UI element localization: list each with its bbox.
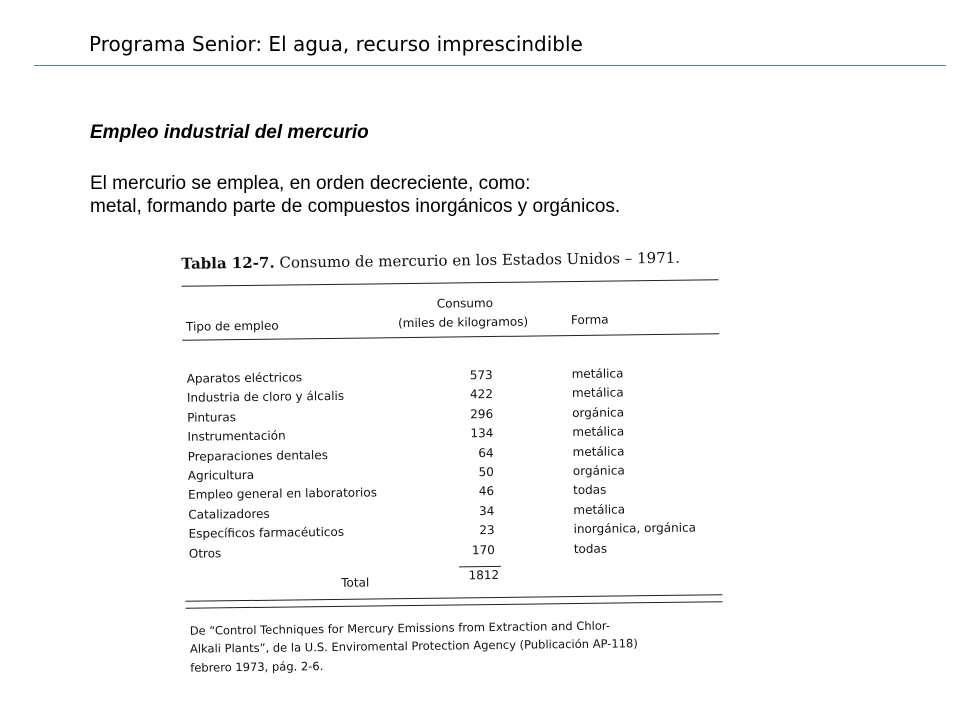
intro-line-2: metal, formando parte de compuestos inorgánicos y orgánicos. xyxy=(90,196,621,217)
row-value: 46 xyxy=(478,484,495,499)
row-form: todas xyxy=(573,541,608,556)
row-form: metálica xyxy=(571,385,624,401)
row-form: metálica xyxy=(571,366,624,382)
source-line-2: Alkali Plants”, de la U.S. Enviromental Protection Agency (Publicación AP-118) xyxy=(189,636,638,656)
table-bottom-rule-2 xyxy=(185,601,722,609)
table-caption-number: Tabla 12-7. xyxy=(181,253,275,273)
row-form: todas xyxy=(573,482,607,498)
table-bottom-rule xyxy=(185,594,722,602)
table-caption xyxy=(181,249,680,273)
column-header-form: Forma xyxy=(570,312,609,328)
row-value: 422 xyxy=(469,387,493,402)
total-value: 1812 xyxy=(468,567,500,583)
section-title: Empleo industrial del mercurio xyxy=(90,122,369,143)
table-caption-text: Consumo de mercurio en los Estados Unidos – 1971. xyxy=(279,248,681,272)
row-value: 34 xyxy=(478,503,495,518)
row-value: 23 xyxy=(479,523,495,538)
total-label: Total xyxy=(341,575,370,590)
column-header-consumption: Consumo xyxy=(436,295,494,311)
row-type: Agricultura xyxy=(187,467,255,483)
table-header-rule xyxy=(182,333,719,341)
column-header-type: Tipo de empleo xyxy=(185,318,279,334)
row-type: Empleo general en laboratorios xyxy=(188,485,378,503)
row-form: orgánica xyxy=(572,463,625,478)
header-divider xyxy=(34,65,946,66)
row-type: Preparaciones dentales xyxy=(187,447,329,464)
row-type: Instrumentación xyxy=(187,428,286,444)
source-line-1: De “Control Techniques for Mercury Emissions from Extraction and Chlor- xyxy=(189,618,611,638)
page-header-title: Programa Senior: El agua, recurso imprescindible xyxy=(89,32,583,56)
row-value: 50 xyxy=(478,464,494,480)
row-form: metálica xyxy=(572,443,625,459)
row-type: Pinturas xyxy=(187,409,237,425)
row-form: metálica xyxy=(573,502,626,517)
table-body xyxy=(167,365,739,566)
row-type: Industria de cloro y álcalis xyxy=(186,389,345,406)
source-line-3: febrero 1973, pág. 2-6. xyxy=(190,659,324,675)
row-form: orgánica xyxy=(572,405,625,420)
column-header-consumption-unit: (miles de kilogramos) xyxy=(397,314,529,331)
row-value: 573 xyxy=(469,368,493,383)
row-type: Catalizadores xyxy=(188,506,270,522)
row-form: inorgánica, orgánica xyxy=(573,520,697,537)
scanned-table-image xyxy=(165,233,740,685)
table-top-rule xyxy=(182,279,719,287)
row-value: 64 xyxy=(478,445,494,460)
row-type: Aparatos eléctricos xyxy=(186,370,303,386)
row-form: metálica xyxy=(572,424,625,440)
row-type: Específicos farmacéuticos xyxy=(188,524,345,541)
row-value: 134 xyxy=(470,426,494,441)
row-value: 170 xyxy=(471,542,495,557)
row-type: Otros xyxy=(188,545,222,561)
row-value: 296 xyxy=(470,406,494,422)
intro-line-1: El mercurio se emplea, en orden decreciente, como: xyxy=(90,173,531,194)
